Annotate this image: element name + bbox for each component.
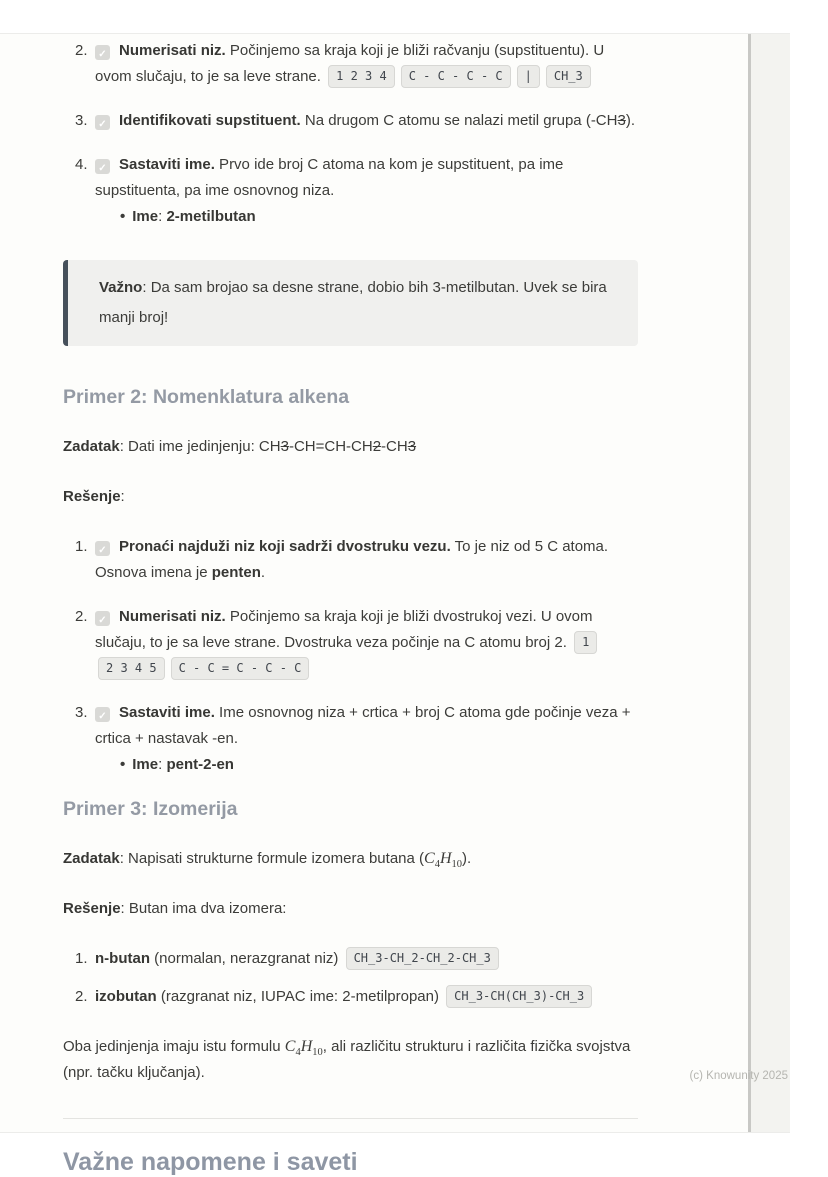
code-chip: CH_3-CH_2-CH_2-CH_3	[346, 947, 499, 970]
list-item-text: Počinjemo sa kraja koji je bliži račvanju (supstituentu). U ovom slučaju, to je sa leve strane.	[95, 42, 605, 85]
list-item-lead: Numerisati niz.	[119, 42, 226, 59]
zadatak-text: -CH	[381, 438, 408, 455]
list-item-lead: n-butan	[95, 950, 150, 967]
closing-paragraph	[63, 1034, 638, 1086]
bullet-label: Ime	[132, 756, 159, 773]
list-item-body	[95, 604, 638, 682]
code-chip: CH_3	[546, 65, 591, 88]
list-item-body	[95, 946, 638, 972]
resenje-text: :	[120, 488, 125, 505]
list-item-text: Ime osnovnog niza + crtica + broj C atoma gde počinje veza + crtica + nastavak -en.	[95, 704, 631, 747]
list-item-bold: penten	[211, 564, 261, 581]
list-item-text: (normalan, nerazgranat niz)	[149, 950, 343, 967]
strikethrough-digit: 3	[617, 112, 626, 129]
zadatak-label: Zadatak	[63, 438, 120, 455]
list-item-body	[95, 700, 638, 778]
list-item-numerisati-niz-2	[75, 604, 638, 682]
zadatak-text: ).	[462, 850, 472, 867]
section-title-primer-2: Primer 2: Nomenklatura alkena	[63, 386, 350, 408]
list-item-text: Prvo ide broj C atoma na kom je supstituent, pa ime supstituenta, pa ime osnovnog niza.	[95, 156, 564, 199]
checkmark-icon: ✓	[98, 163, 107, 174]
checkbox-checked[interactable]	[95, 45, 110, 60]
list-number: 2.	[75, 42, 88, 59]
list-item-identifikovati-supstituent	[75, 108, 638, 134]
bullet-value: 2-metilbutan	[166, 208, 256, 225]
strikethrough-digit: 3	[280, 438, 289, 455]
sub-bullet	[120, 204, 638, 230]
checkbox-checked[interactable]	[95, 611, 110, 626]
strikethrough-digit: 2	[372, 438, 382, 455]
list-item-body	[95, 984, 638, 1010]
list-item-text: To je niz od 5 C atoma. Osnova imena je	[95, 538, 609, 581]
checkmark-icon: ✓	[98, 49, 107, 60]
checkmark-icon: ✓	[98, 119, 107, 130]
closing-text: , ali različitu strukturu i različita fizička svojstva (npr. tačku ključanja).	[63, 1038, 631, 1081]
chemical-formula: $C_4H_{10}$	[284, 1038, 323, 1059]
list-item-lead: Identifikovati supstituent.	[119, 112, 301, 129]
zadatak-paragraph	[63, 846, 638, 872]
checkbox-checked[interactable]	[95, 115, 110, 130]
bullet-separator: :	[158, 208, 167, 225]
strikethrough-digit: 3	[407, 438, 417, 455]
watermark-copyright: (c) Knowunity 2025	[689, 1070, 788, 1082]
section-divider	[63, 1118, 638, 1119]
code-chip: 1	[574, 631, 597, 654]
page-content	[63, 38, 638, 1177]
scrollbar-line[interactable]	[748, 34, 751, 1132]
sub-bullet	[120, 752, 638, 778]
callout-vazno	[63, 260, 638, 346]
code-chip: C - C = C - C - C	[171, 657, 310, 680]
callout-label: Važno	[99, 279, 143, 296]
code-chip: CH_3-CH(CH_3)-CH_3	[446, 985, 592, 1008]
zadatak-text: -CH=CH-CH	[288, 438, 373, 455]
code-chip: 1 2 3 4	[328, 65, 395, 88]
list-item-body	[95, 152, 638, 230]
list-number: 3.	[75, 704, 88, 721]
callout-text: : Da sam brojao sa desne strane, dobio bih 3-metilbutan. Uvek se bira manji broj!	[99, 279, 607, 326]
checkmark-icon: ✓	[98, 545, 107, 556]
list-item-body	[95, 108, 638, 134]
list-item-text: Počinjemo sa kraja koji je bliži dvostrukoj vezi. U ovom slučaju, to je sa leve strane. Dvostruka veza počinje na C atomu broj 2.	[95, 608, 593, 651]
checkbox-checked[interactable]	[95, 159, 110, 174]
list-number: 4.	[75, 156, 88, 173]
list-item-body	[95, 534, 638, 586]
list-item-pronaci-niz	[75, 534, 638, 586]
zadatak-label: Zadatak	[63, 850, 120, 867]
section-title-primer-3: Primer 3: Izomerija	[63, 798, 238, 820]
list-number: 2.	[75, 988, 88, 1005]
list-item-text: Na drugom C atomu se nalazi metil grupa (-CH	[300, 112, 618, 129]
bullet-icon: •	[120, 756, 126, 773]
resenje-paragraph	[63, 896, 638, 922]
list-item-body	[95, 38, 638, 90]
list-item-numerisati-niz	[75, 38, 638, 90]
bullet-icon: •	[120, 208, 126, 225]
list-item-text: ).	[625, 112, 635, 129]
list-item-sastaviti-ime-2	[75, 700, 638, 778]
chemical-formula: $C_4H_{10}$	[424, 850, 462, 871]
checkbox-checked[interactable]	[95, 707, 110, 722]
list-number: 2.	[75, 608, 88, 625]
resenje-paragraph	[63, 484, 638, 510]
checkmark-icon: ✓	[98, 615, 107, 626]
list-item-lead: Pronaći najduži niz koji sadrži dvostruku vezu.	[119, 538, 451, 555]
code-chip: C - C - C - C	[401, 65, 511, 88]
list-item-lead: Numerisati niz.	[119, 608, 226, 625]
list-item-text: .	[260, 564, 266, 581]
zadatak-text: : Napisati strukturne formule izomera butana (	[119, 850, 425, 867]
right-gutter	[751, 34, 790, 1132]
list-item-lead: izobutan	[95, 988, 157, 1005]
zadatak-paragraph	[63, 434, 638, 460]
list-item-sastaviti-ime	[75, 152, 638, 230]
checkmark-icon: ✓	[98, 711, 107, 722]
checkbox-checked[interactable]	[95, 541, 110, 556]
list-item-lead: Sastaviti ime.	[119, 704, 215, 721]
list-number: 3.	[75, 112, 88, 129]
bullet-separator: :	[158, 756, 167, 773]
resenje-text: : Butan ima dva izomera:	[120, 900, 287, 917]
code-chip: 2 3 4 5	[98, 657, 165, 680]
bullet-label: Ime	[132, 208, 159, 225]
list-item-text: (razgranat niz, IUPAC ime: 2-metilpropan)	[156, 988, 444, 1005]
code-chip: |	[517, 65, 540, 88]
resenje-label: Rešenje	[63, 900, 121, 917]
zadatak-text: : Dati ime jedinjenju: CH	[119, 438, 281, 455]
list-item-n-butan	[75, 946, 638, 972]
closing-text: Oba jedinjenja imaju istu formulu	[63, 1038, 285, 1055]
list-item-lead: Sastaviti ime.	[119, 156, 215, 173]
resenje-label: Rešenje	[63, 488, 121, 505]
section-title-vazne-napomene: Važne napomene i saveti	[63, 1148, 358, 1176]
list-number: 1.	[75, 538, 88, 555]
list-number: 1.	[75, 950, 88, 967]
list-item-izobutan	[75, 984, 638, 1010]
pdf-page	[0, 33, 790, 1176]
bullet-value: pent-2-en	[166, 756, 234, 773]
